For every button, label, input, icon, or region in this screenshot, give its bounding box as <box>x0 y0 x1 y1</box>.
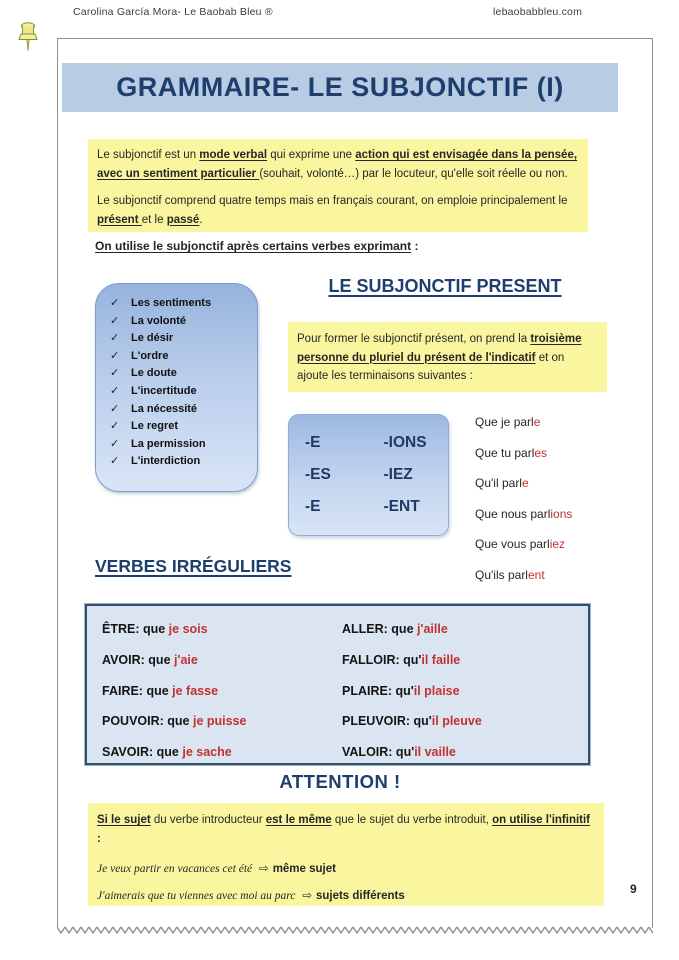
ending: -IEZ <box>383 466 413 483</box>
conjugation-list <box>475 407 572 590</box>
verb-form: je sois <box>168 622 208 636</box>
check-icon: ✓ <box>110 332 120 345</box>
verb-label: POUVOIR: que <box>102 714 193 729</box>
attention-examples <box>97 860 592 905</box>
formation-text: Pour former le subjonctif présent, on prend la troisième personne du pluriel du présent de l'indicatif et on ajoute les terminaisons suivantes : <box>297 333 582 383</box>
verb-label: PLAIRE: qu' <box>342 683 414 698</box>
list-item <box>110 296 251 314</box>
check-icon: ✓ <box>110 455 120 468</box>
verb-form: j'aille <box>417 622 448 636</box>
attention-rule: Si le sujet du verbe introducteur est le même que le sujet du verbe introduit, on utilise l'infinitif : <box>97 814 591 845</box>
irregular-verb <box>342 680 588 711</box>
ending: -IONS <box>383 434 427 451</box>
header-website: lebaobabbleu.com <box>493 6 583 18</box>
verb-form: il plaise <box>413 683 460 698</box>
verb-form: je fasse <box>172 683 219 698</box>
list-item <box>110 419 251 437</box>
irregular-verb <box>102 680 342 711</box>
list-item <box>110 314 251 332</box>
irregular-verb <box>102 649 342 680</box>
verb-stem: Que vous parl <box>475 537 550 551</box>
check-icon: ✓ <box>110 367 120 380</box>
check-icon: ✓ <box>110 314 120 327</box>
verb-category-panel <box>95 283 258 492</box>
example-note: même sujet <box>272 863 336 876</box>
ending: -E <box>305 498 321 515</box>
conjugation-line <box>475 499 572 530</box>
irregular-verb <box>342 618 588 649</box>
endings-panel <box>288 414 449 536</box>
list-item-label: L'ordre <box>131 349 169 362</box>
check-icon: ✓ <box>110 402 120 415</box>
verb-stem: Qu'il parl <box>475 476 522 490</box>
section-heading-attention: ATTENTION ! <box>279 771 401 792</box>
verb-label: ALLER: que <box>342 622 417 636</box>
verb-ending: ions <box>550 506 573 521</box>
intro-paragraph-2: Le subjonctif comprend quatre temps mais en français courant, on emploie principalement le présent et le passé. <box>97 195 568 226</box>
verb-stem: Que tu parl <box>475 445 535 460</box>
verb-label: ÊTRE: que <box>102 622 169 636</box>
example-sentence: Je veux partir en vacances cet été <box>97 863 256 876</box>
check-icon: ✓ <box>110 297 120 309</box>
irregular-verb <box>342 649 588 680</box>
list-item-label: La volonté <box>131 314 187 327</box>
section-heading-irregular: VERBES IRRÉGULIERS <box>95 556 292 576</box>
conjugation-line <box>475 407 572 438</box>
check-icon: ✓ <box>110 420 120 433</box>
intro-paragraph-1: Le subjonctif est un mode verbal qui exprime une action qui est envisagée dans la pensée, avec un sentiment particulier (souhait, volonté…) par le locuteur, qu'elle soit réelle ou non. <box>97 149 578 180</box>
verb-label: FALLOIR: qu' <box>342 652 422 667</box>
irregular-verb <box>342 741 588 772</box>
ending: -E <box>305 434 321 451</box>
check-icon: ✓ <box>110 437 120 450</box>
arrow-right-icon: ⇨ <box>259 863 269 876</box>
verb-form: je puisse <box>192 714 247 729</box>
irregular-right-column <box>342 618 588 772</box>
intro-highlight-box <box>88 139 588 232</box>
list-item <box>110 454 251 472</box>
example-line <box>97 860 592 879</box>
check-icon: ✓ <box>110 384 120 397</box>
list-item-label: L'interdiction <box>131 455 201 468</box>
arrow-right-icon: ⇨ <box>302 889 312 902</box>
verb-label: VALOIR: qu' <box>342 745 415 760</box>
torn-edge <box>57 926 653 934</box>
irregular-verb <box>102 618 342 649</box>
verb-label: FAIRE: que <box>102 683 173 698</box>
list-item-label: Le regret <box>131 420 179 433</box>
section-heading-present: LE SUBJONCTIF PRESENT <box>328 276 562 296</box>
ending: -ENT <box>383 498 420 515</box>
verb-label: SAVOIR: que <box>102 745 183 760</box>
conjugation-line <box>475 438 572 469</box>
formation-highlight-box <box>288 322 607 392</box>
irregular-verb <box>342 710 588 741</box>
list-item <box>110 402 251 420</box>
conjugation-line <box>475 468 572 499</box>
list-item <box>110 384 251 402</box>
list-item <box>110 437 251 455</box>
verb-ending: iez <box>549 537 566 551</box>
attention-highlight-box <box>88 803 604 906</box>
verb-label: AVOIR: que <box>102 652 174 667</box>
example-line <box>97 887 592 906</box>
list-item-label: La nécessité <box>131 402 198 415</box>
example-note: sujets différents <box>315 889 405 902</box>
verb-form: j'aie <box>174 652 198 667</box>
conjugation-line <box>475 560 572 591</box>
list-item <box>110 366 251 384</box>
list-item <box>110 331 251 349</box>
conjugation-line <box>475 529 572 560</box>
pushpin-icon <box>16 21 40 59</box>
verb-form: il faille <box>421 652 461 667</box>
list-item-label: Les sentiments <box>131 297 212 309</box>
verb-stem: Que nous parl <box>475 506 551 521</box>
list-item-label: L'incertitude <box>131 384 197 397</box>
irregular-verb <box>102 710 342 741</box>
verb-ending: e <box>533 415 541 429</box>
list-item-label: Le doute <box>131 367 177 380</box>
verb-ending: ent <box>527 567 545 582</box>
usage-lead-line: On utilise le subjonctif après certains verbes exprimant : <box>95 239 419 253</box>
check-icon: ✓ <box>110 349 120 362</box>
verb-stem: Que je parl <box>475 415 534 429</box>
irregular-verb <box>102 741 342 772</box>
verb-ending: es <box>534 445 548 460</box>
irregular-left-column <box>102 618 342 772</box>
ending: -ES <box>305 466 331 483</box>
verb-ending: e <box>521 476 529 490</box>
verb-label: PLEUVOIR: qu' <box>342 714 432 729</box>
list-item-label: La permission <box>131 437 206 450</box>
list-item <box>110 349 251 367</box>
document-title-bar <box>62 63 618 112</box>
header-author: Carolina García Mora- Le Baobab Bleu ® <box>73 6 273 18</box>
page-number: 9 <box>630 882 637 896</box>
example-sentence: J'aimerais que tu viennes avec moi au parc <box>97 889 299 902</box>
verb-form: je sache <box>182 745 232 760</box>
verb-form: il pleuve <box>431 714 482 729</box>
page-title: GRAMMAIRE- LE SUBJONCTIF (I) <box>116 72 564 102</box>
list-item-label: Le désir <box>131 332 174 345</box>
irregular-verbs-box <box>85 604 590 765</box>
verb-form: il vaille <box>414 745 456 760</box>
verb-stem: Qu'ils parl <box>475 567 528 582</box>
